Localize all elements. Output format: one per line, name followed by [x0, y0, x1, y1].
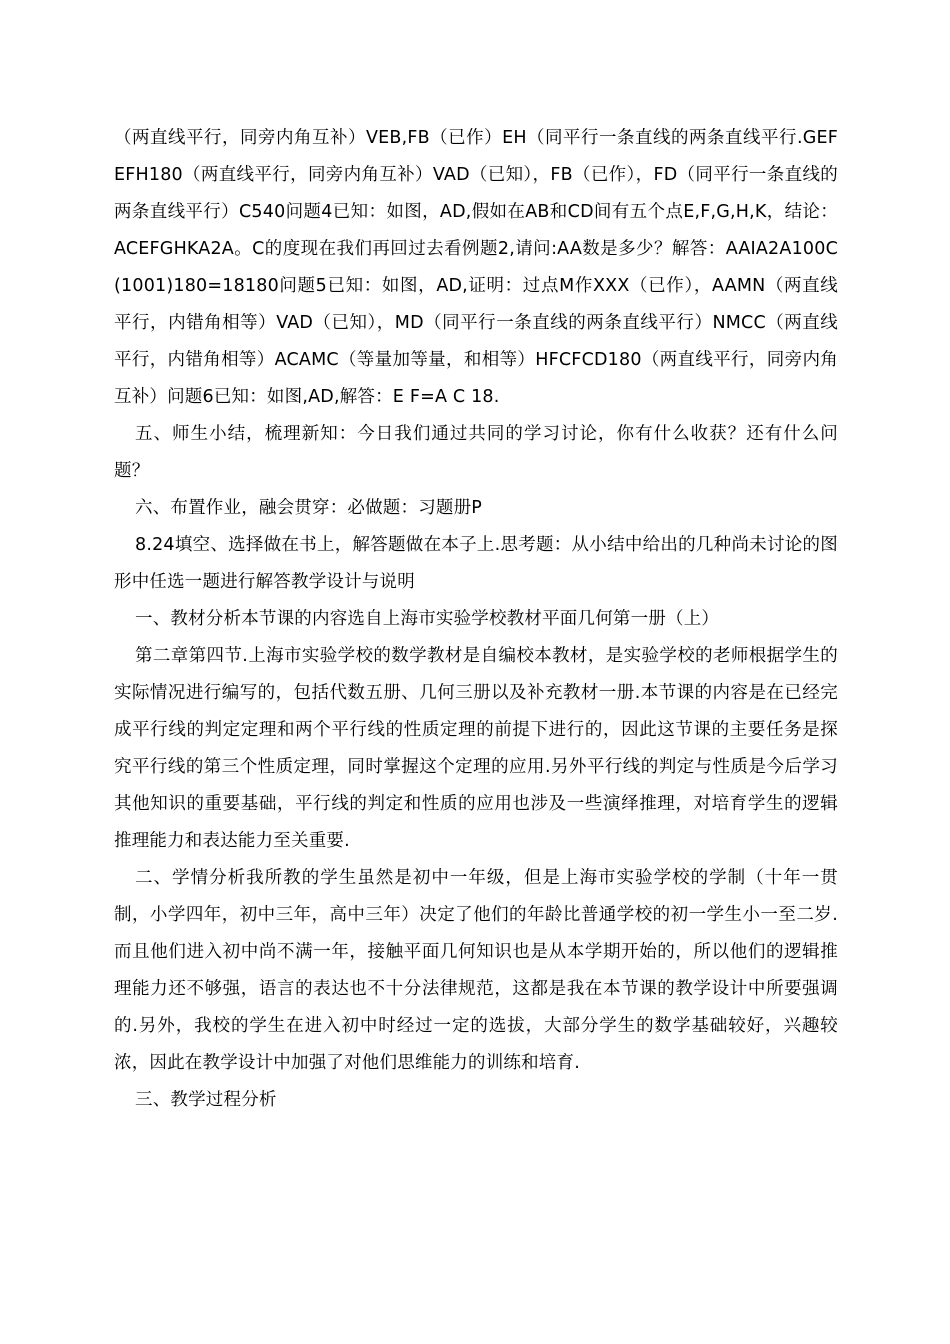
document-body: [114, 120, 838, 1119]
paragraph-homework-details: 8.24填空、选择做在书上，解答题做在本子上.思考题：从小结中给出的几种尚未讨论的图形中任选一题进行解答教学设计与说明: [114, 535, 838, 592]
heading-textbook-analysis: 一、教材分析本节课的内容选自上海市实验学校教材平面几何第一册（上）: [135, 609, 720, 629]
paragraph-summary: 五、师生小结，梳理新知：今日我们通过共同的学习讨论，你有什么收获？还有什么问题？: [114, 424, 838, 481]
paragraph-textbook-analysis: 第二章第四节.上海市实验学校的数学教材是自编校本教材，是实验学校的老师根据学生的实际情况进行编写的，包括代数五册、几何三册以及补充教材一册.本节课的内容是在已经完成平行线的判定定理和两个平行线的性质定理的前提下进行的，因此这节课的主要任务是探究平行线的第三个性质定理，同时掌握这个定理的应用.另外平行线的判定与性质是今后学习其他知识的重要基础，平行线的判定和性质的应用也涉及一些演绎推理，对培育学生的逻辑推理能力和表达能力至关重要.: [114, 646, 838, 851]
paragraph-proof-continuation: （两直线平行，同旁内角互补）VEB,FB（已作）EH（同平行一条直线的两条直线平行.GEFEFH180（两直线平行，同旁内角互补）VAD（已知），FB（已作），FD（同平行一条直线的两条直线平行）C540问题4已知：如图，AD,假如在AB和CD间有五个点E,F,G,H,K，结论：ACEFGHKA2A。C的度现在我们再回过去看例题2,请问:AA数是多少？解答：AAIA2A100C(1001)180=18180问题5已知：如图，AD,证明：过点M作XXX（已作），AAMN（两直线平行，内错角相等）VAD（已知），MD（同平行一条直线的两条直线平行）NMCC（两直线平行，内错角相等）ACAMC（等量加等量，和相等）HFCFCD180（两直线平行，同旁内角互补）问题6已知：如图,AD,解答：E F=A C 18.: [114, 128, 838, 407]
heading-teaching-process: 三、教学过程分析: [135, 1090, 277, 1110]
paragraph-student-analysis: 二、学情分析我所教的学生虽然是初中一年级，但是上海市实验学校的学制（十年一贯制，小学四年，初中三年，高中三年）决定了他们的年龄比普通学校的初一学生小一至二岁.而且他们进入初中尚不满一年，接触平面几何知识也是从本学期开始的，所以他们的逻辑推理能力还不够强，语言的表达也不十分法律规范，这都是我在本节课的教学设计中所要强调的.另外，我校的学生在进入初中时经过一定的选拔，大部分学生的数学基础较好，兴趣较浓，因此在教学设计中加强了对他们思维能力的训练和培育.: [114, 868, 838, 1073]
paragraph-homework: 六、布置作业，融会贯穿：必做题：习题册P: [135, 498, 483, 518]
